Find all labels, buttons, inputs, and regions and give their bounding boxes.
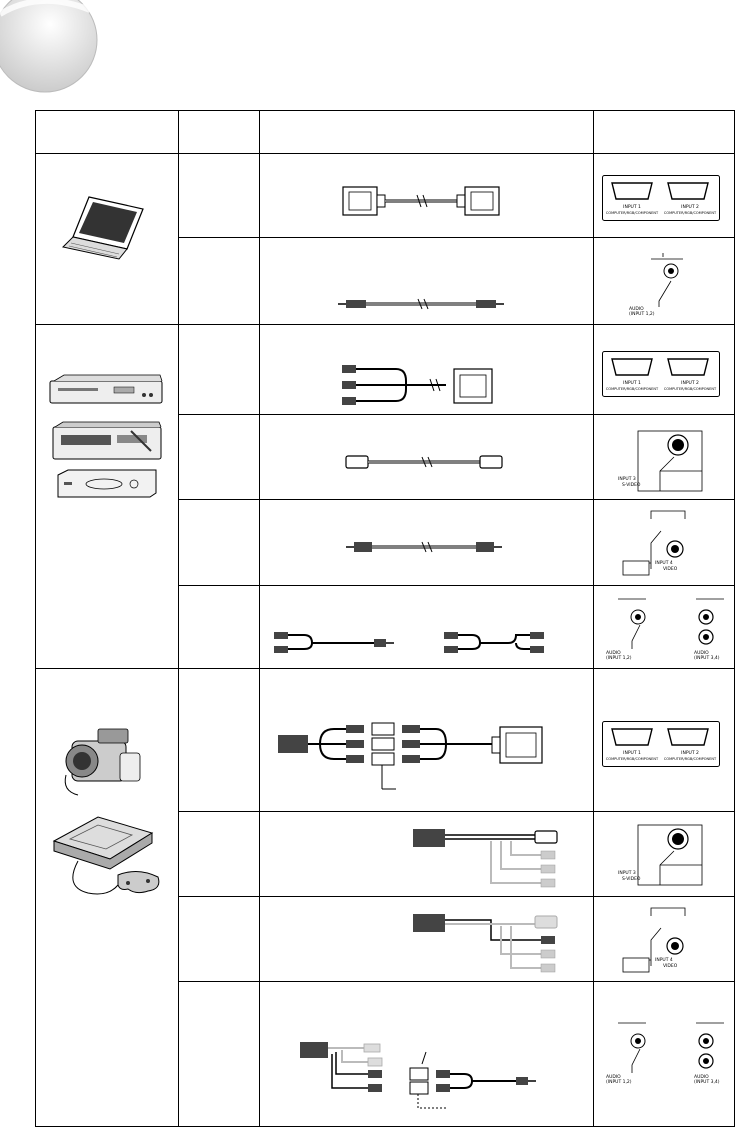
input3-label: INPUT 3 xyxy=(618,871,636,876)
av-to-rgb-adapter-icon xyxy=(276,701,556,797)
rgb-terminal-panel xyxy=(602,351,720,397)
input-34-label: (INPUT 3,4) xyxy=(694,1080,720,1085)
header-arc-decoration xyxy=(0,0,737,100)
video-terminal-panel xyxy=(621,906,711,976)
input1-label: INPUT 1 xyxy=(623,381,641,386)
input3-label: INPUT 3 xyxy=(618,477,636,482)
audio-label: AUDIO xyxy=(694,1075,709,1080)
computer-rgb-label: COMPUTER/RGB/COMPONENT xyxy=(605,387,659,391)
camcorder-icon xyxy=(58,723,148,801)
input-34-label: (INPUT 3,4) xyxy=(694,656,720,661)
input-12-label: (INPUT 1,2) xyxy=(629,312,655,317)
audio-label: AUDIO xyxy=(606,1075,621,1080)
laptop-icon xyxy=(61,191,151,261)
input4-label: INPUT 4 xyxy=(655,958,673,963)
s-video-terminal-panel xyxy=(614,823,704,888)
computer-rgb-label: COMPUTER/RGB/COMPONENT xyxy=(663,211,717,215)
computer-rgb-label: COMPUTER/RGB/COMPONENT xyxy=(663,757,717,761)
rgb-terminal-panel xyxy=(602,721,720,767)
video-label: VIDEO xyxy=(663,567,678,572)
rgb-cable-icon xyxy=(341,181,501,221)
computer-rgb-label: COMPUTER/RGB/COMPONENT xyxy=(663,387,717,391)
rgb-terminal-panel xyxy=(602,175,720,221)
input2-label: INPUT 2 xyxy=(681,751,699,756)
audio-label: AUDIO xyxy=(694,651,709,656)
rca-audio-cables-icon xyxy=(268,629,568,657)
audio-cable-icon xyxy=(336,296,506,312)
component-to-rgb-cable-icon xyxy=(336,361,496,411)
connection-table xyxy=(35,110,735,1127)
set-top-box-icon xyxy=(54,469,159,499)
input1-label: INPUT 1 xyxy=(623,205,641,210)
audio-label: AUDIO xyxy=(629,307,644,312)
audio-terminal-panel xyxy=(621,251,691,321)
input-12-label: (INPUT 1,2) xyxy=(606,656,632,661)
video-label: VIDEO xyxy=(663,964,678,969)
av-to-video-cable-icon xyxy=(411,906,561,976)
av-to-s-video-cable-icon xyxy=(411,821,561,891)
vcr-icon xyxy=(51,421,163,463)
computer-rgb-label: COMPUTER/RGB/COMPONENT xyxy=(605,757,659,761)
input4-label: INPUT 4 xyxy=(655,561,673,566)
input2-label: INPUT 2 xyxy=(681,381,699,386)
dvd-player-icon xyxy=(48,373,166,407)
video-cable-icon xyxy=(344,539,504,555)
video-terminal-panel xyxy=(621,509,711,579)
s-video-cable-icon xyxy=(344,454,504,470)
game-console-icon xyxy=(48,811,163,901)
input2-label: INPUT 2 xyxy=(681,205,699,210)
s-video-label: S-VIDEO xyxy=(622,483,641,488)
audio-terminals-panel xyxy=(606,1019,724,1089)
input1-label: INPUT 1 xyxy=(623,751,641,756)
s-video-terminal-panel xyxy=(614,429,704,494)
audio-terminals-panel xyxy=(606,595,724,665)
computer-rgb-label: COMPUTER/RGB/COMPONENT xyxy=(605,211,659,215)
input-12-label: (INPUT 1,2) xyxy=(606,1080,632,1085)
av-to-audio-cable-icon xyxy=(298,1036,538,1111)
audio-label: AUDIO xyxy=(606,651,621,656)
s-video-label: S-VIDEO xyxy=(622,877,641,882)
